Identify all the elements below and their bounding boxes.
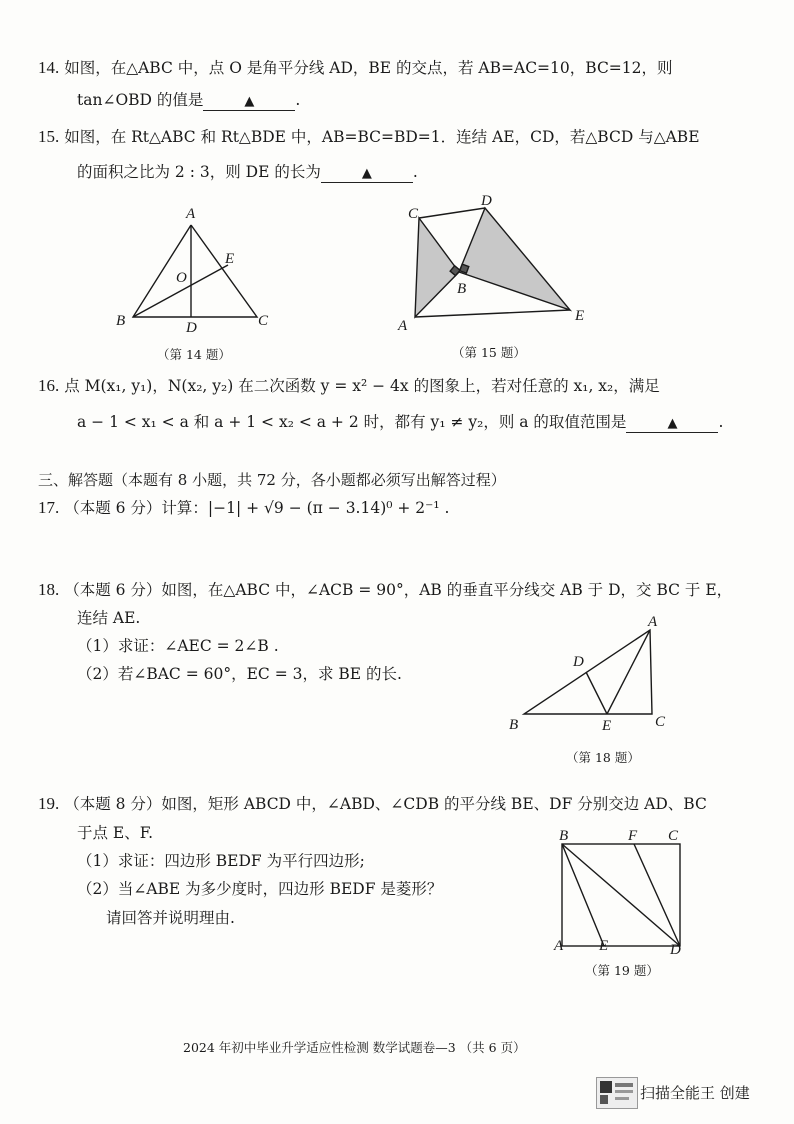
q16-number: 16. — [38, 376, 60, 395]
q16-line1 — [38, 376, 660, 396]
q18-line2: 连结 AE. — [77, 609, 141, 627]
fig14-caption: （第 14 题） — [157, 347, 231, 362]
figure-18 — [500, 606, 690, 736]
fig18-triangle — [524, 630, 652, 714]
q14-line1 — [38, 58, 673, 78]
fig14-label-B: B — [116, 313, 126, 329]
q16-line2 — [77, 412, 723, 433]
scanner-watermark-text: 扫描全能王 创建 — [640, 1084, 750, 1102]
fig15-label-E: E — [575, 308, 585, 324]
fig14-label-C: C — [258, 313, 269, 329]
fig14-triangle — [133, 225, 257, 317]
q16-text: 点 M(x₁, y₁)，N(x₂, y₂) 在二次函数 y = x² − 4x 的图象上，若对任意的 x₁, x₂，满足 — [64, 377, 660, 395]
q15-answer-blank: ▲ — [321, 166, 413, 183]
fig18-caption: （第 18 题） — [566, 750, 640, 765]
fig15-right-angle-B2 — [460, 264, 469, 273]
q18-line1 — [38, 580, 732, 600]
figure-15 — [395, 190, 600, 340]
q15-line1 — [38, 127, 700, 147]
q17-number: 17. — [38, 498, 60, 517]
section-3-title: 三、解答题（本题有 8 小题，共 72 分，各小题都必须写出解答过程） — [38, 471, 506, 489]
fig14-label-E: E — [225, 251, 235, 267]
q15-text2: 的面积之比为 2 : 3，则 DE 的长为 — [77, 163, 321, 181]
fig15-label-B: B — [457, 281, 467, 297]
fig18-label-D: D — [573, 654, 584, 670]
q15-number: 15. — [38, 127, 60, 146]
q16-answer-blank: ▲ — [626, 416, 718, 433]
fig18-label-A: A — [648, 614, 658, 630]
fig19-diagonal-BD — [562, 844, 680, 946]
fig19-label-D: D — [670, 942, 681, 958]
q15-period: . — [412, 163, 418, 181]
page-footer: 2024 年初中毕业升学适应性检测 数学试题卷—3 （共 6 页） — [183, 1040, 526, 1055]
q17-text: （本题 6 分）计算：|−1| + √9 − (π − 3.14)⁰ + 2⁻¹ . — [64, 499, 450, 517]
q14-line2 — [77, 90, 300, 111]
q16-text2: a − 1 < x₁ < a 和 a + 1 < x₂ < a + 2 时，都有 y₁ ≠ y₂，则 a 的取值范围是 — [77, 413, 627, 431]
fig19-label-C: C — [668, 828, 679, 844]
q18-part2: （2）若∠BAC = 60°，EC = 3，求 BE 的长. — [77, 665, 402, 683]
fig19-label-B: B — [559, 828, 569, 844]
fig14-label-A: A — [186, 206, 196, 222]
fig15-label-D: D — [481, 193, 492, 209]
fig18-label-B: B — [509, 717, 519, 733]
q18-number: 18. — [38, 580, 60, 599]
figure-14 — [100, 200, 300, 340]
fig19-segment-DF — [634, 844, 680, 946]
fig15-caption: （第 15 题） — [452, 345, 526, 360]
q19-line2: 于点 E、F. — [77, 824, 154, 842]
fig15-triangle-BDE — [459, 208, 570, 310]
fig19-label-E: E — [599, 938, 609, 954]
q16-period: . — [718, 413, 724, 431]
q18-text: （本题 6 分）如图，在△ABC 中，∠ACB = 90°，AB 的垂直平分线交 AB 于 D，交 BC 于 E， — [64, 581, 733, 599]
fig19-segment-BE — [562, 844, 604, 946]
q19-number: 19. — [38, 794, 60, 813]
q18-part1: （1）求证：∠AEC = 2∠B . — [77, 637, 279, 655]
q14-text2: tan∠OBD 的值是 — [77, 91, 204, 109]
q19-part3: 请回答并说明理由. — [106, 909, 235, 927]
fig18-segment-DE — [586, 672, 607, 714]
figure-19 — [548, 826, 698, 962]
fig19-label-F: F — [628, 828, 638, 844]
q19-line1 — [38, 794, 707, 814]
q14-period: . — [295, 91, 301, 109]
q19-part2: （2）当∠ABE 为多少度时，四边形 BEDF 是菱形？ — [77, 880, 443, 898]
fig18-label-E: E — [602, 718, 612, 734]
fig19-label-A: A — [554, 938, 564, 954]
fig19-caption: （第 19 题） — [585, 963, 659, 978]
fig15-segment-CD — [419, 208, 485, 218]
fig18-label-C: C — [655, 714, 666, 730]
fig18-segment-AE — [607, 630, 650, 714]
q14-text: 如图，在△ABC 中，点 O 是角平分线 AD，BE 的交点，若 AB=AC=10，BC=12，则 — [64, 59, 673, 77]
fig14-label-O: O — [176, 270, 187, 286]
fig15-label-A: A — [398, 318, 408, 334]
q15-line2 — [77, 162, 418, 183]
fig14-label-D: D — [186, 320, 197, 336]
scanner-logo-icon — [596, 1077, 638, 1109]
q17-line — [38, 498, 449, 518]
q19-part1: （1）求证：四边形 BEDF 为平行四边形; — [77, 852, 365, 870]
fig15-label-C: C — [408, 206, 419, 222]
q14-number: 14. — [38, 58, 60, 77]
q19-text: （本题 8 分）如图，矩形 ABCD 中，∠ABD、∠CDB 的平分线 BE、DF 分别交边 AD、BC — [64, 795, 707, 813]
q15-text: 如图，在 Rt△ABC 和 Rt△BDE 中，AB=BC=BD=1．连结 AE，CD，若△BCD 与△ABE — [64, 128, 700, 146]
q14-answer-blank: ▲ — [203, 94, 295, 111]
fig15-segment-AE — [415, 310, 570, 317]
